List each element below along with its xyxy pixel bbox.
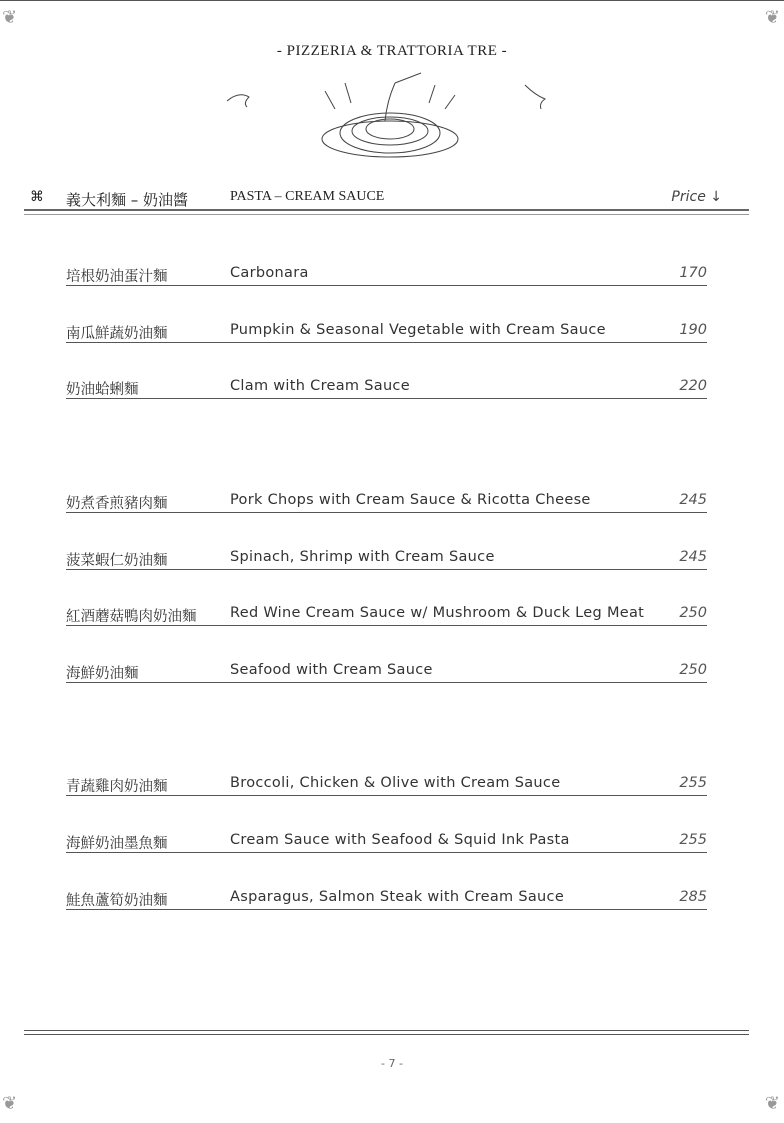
- menu-item: [66, 662, 707, 683]
- price-column-header: Price ↓: [671, 189, 722, 205]
- item-price: 250: [679, 605, 707, 621]
- item-name-en: Seafood with Cream Sauce: [230, 662, 433, 678]
- corner-ornament-icon: ❦: [764, 1093, 780, 1114]
- corner-ornament-icon: ❦: [2, 7, 18, 28]
- item-name-zh: 鮭魚蘆筍奶油麵: [66, 893, 168, 909]
- item-name-zh: 青蔬雞肉奶油麵: [66, 779, 168, 795]
- item-price: 255: [679, 775, 707, 791]
- item-price: 190: [679, 322, 707, 338]
- section-icon: ⌘: [30, 189, 44, 205]
- menu-item: [66, 265, 707, 286]
- menu-item: [66, 775, 707, 796]
- item-price: 255: [679, 832, 707, 848]
- item-name-en: Red Wine Cream Sauce w/ Mushroom & Duck Leg Meat: [230, 605, 645, 621]
- menu-item: [66, 322, 707, 343]
- item-name-en: Spinach, Shrimp with Cream Sauce: [230, 549, 495, 565]
- item-name-zh: 菠菜蝦仁奶油麵: [66, 553, 168, 569]
- item-price: 220: [679, 378, 707, 394]
- page-number: - 7 -: [381, 1057, 403, 1070]
- item-price: 245: [679, 492, 707, 508]
- footer-divider: [24, 1030, 749, 1035]
- item-name-zh: 培根奶油蛋汁麵: [66, 269, 168, 285]
- menu-item: [66, 605, 707, 626]
- item-price: 245: [679, 549, 707, 565]
- menu-item: [66, 549, 707, 570]
- item-name-en: Pork Chops with Cream Sauce & Ricotta Cheese: [230, 492, 591, 508]
- item-name-en: Cream Sauce with Seafood & Squid Ink Pasta: [230, 832, 570, 848]
- item-name-en: Carbonara: [230, 265, 309, 281]
- item-name-zh: 南瓜鮮蔬奶油麵: [66, 326, 168, 342]
- restaurant-logo-text: - PIZZERIA & TRATTORIA TRE -: [276, 43, 508, 59]
- item-name-en: Asparagus, Salmon Steak with Cream Sauce: [230, 889, 565, 905]
- item-name-en: Clam with Cream Sauce: [230, 378, 410, 394]
- item-name-zh: 海鮮奶油麵: [66, 666, 139, 682]
- section-title-zh: 義大利麵 – 奶油醬: [66, 191, 189, 209]
- menu-item: [66, 832, 707, 853]
- pasta-plate-logo-icon: [225, 71, 555, 171]
- item-name-en: Pumpkin & Seasonal Vegetable with Cream Sauce: [230, 322, 606, 338]
- item-price: 170: [679, 265, 707, 281]
- item-price: 285: [679, 889, 707, 905]
- item-name-zh: 紅酒蘑菇鴨肉奶油麵: [66, 609, 197, 625]
- menu-item: [66, 492, 707, 513]
- menu-item: [66, 378, 707, 399]
- item-name-zh: 奶煮香煎豬肉麵: [66, 496, 168, 512]
- corner-ornament-icon: ❦: [2, 1093, 18, 1114]
- header-divider: [24, 209, 749, 215]
- item-name-en: Broccoli, Chicken & Olive with Cream Sauce: [230, 775, 561, 791]
- item-price: 250: [679, 662, 707, 678]
- section-title-en: PASTA – CREAM SAUCE: [230, 189, 385, 204]
- corner-ornament-icon: ❦: [764, 7, 780, 28]
- menu-item: [66, 889, 707, 910]
- item-name-zh: 海鮮奶油墨魚麵: [66, 836, 168, 852]
- item-name-zh: 奶油蛤蜊麵: [66, 382, 139, 398]
